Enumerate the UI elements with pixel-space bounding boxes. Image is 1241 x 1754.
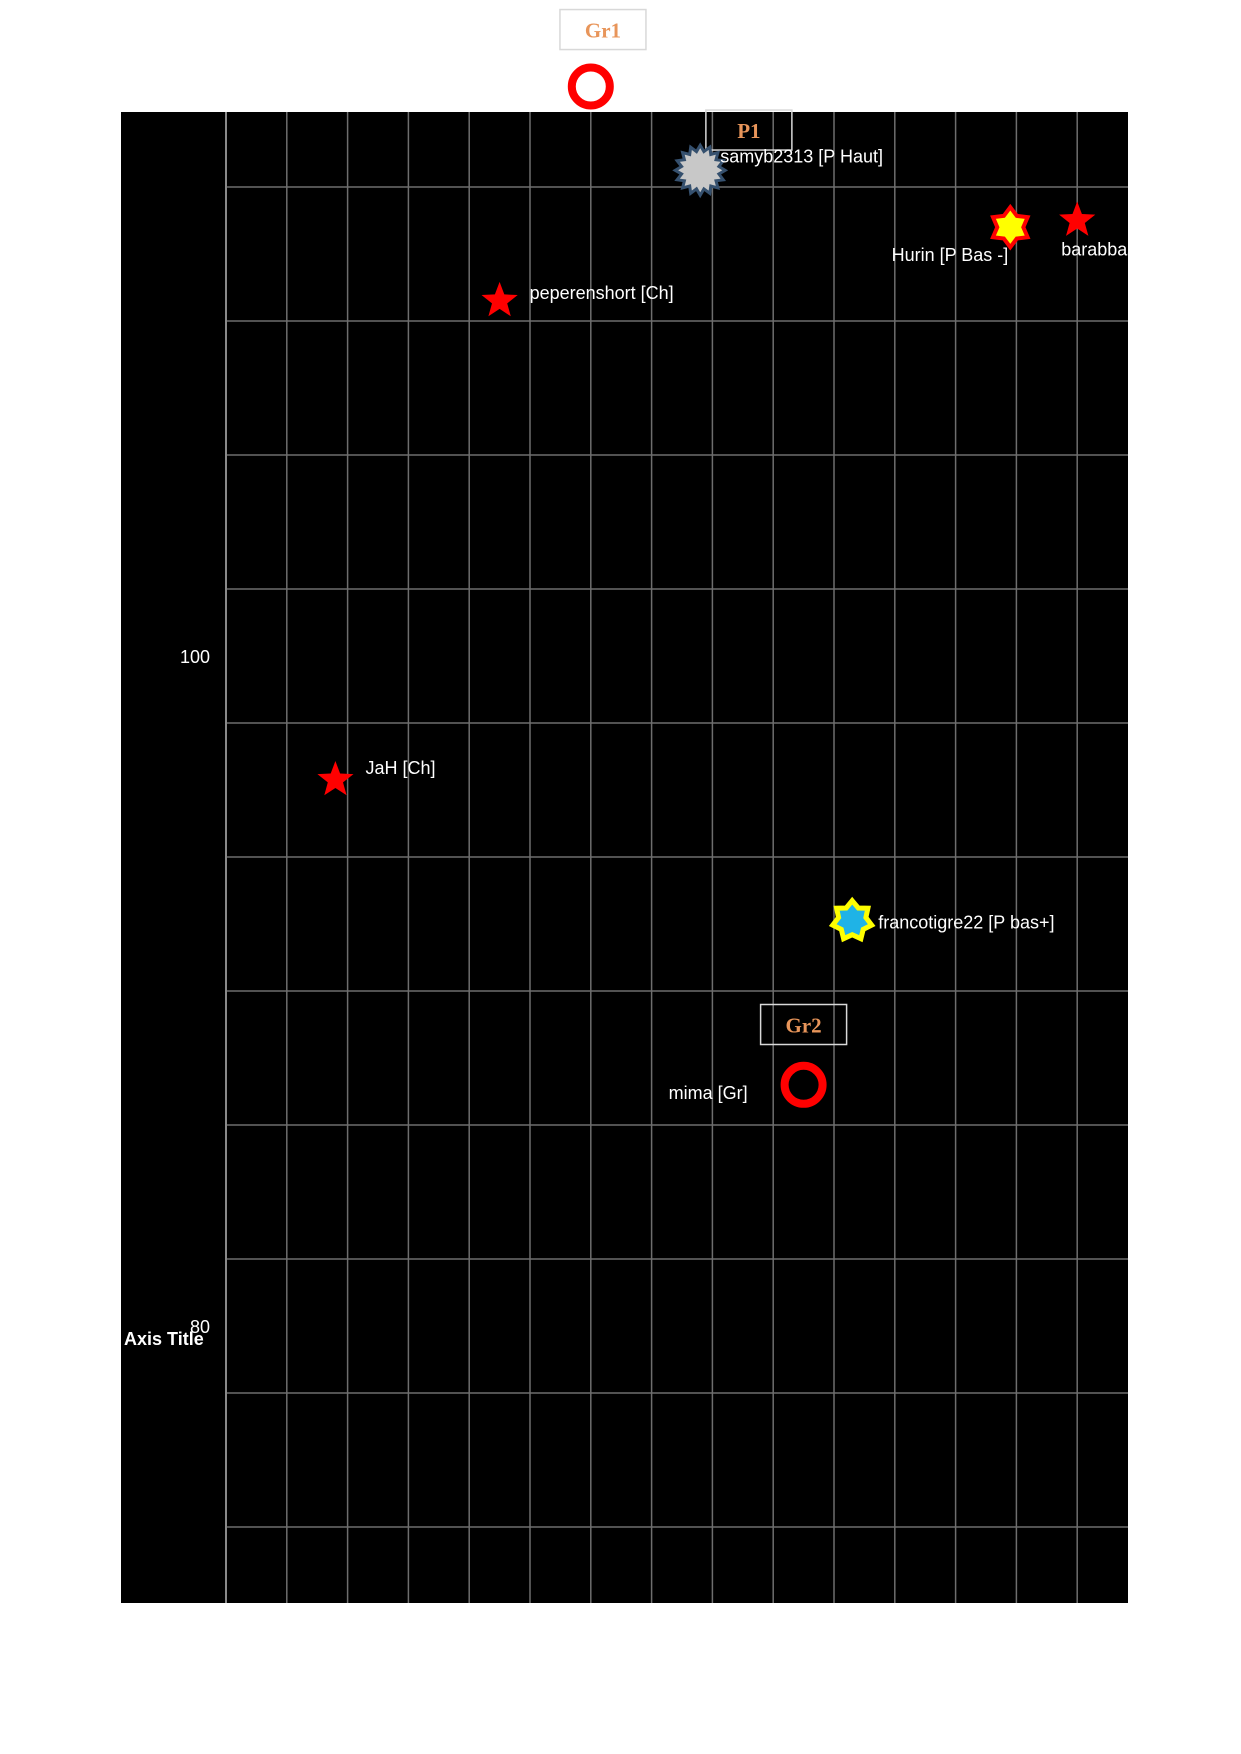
point-label: kashim [Gr] [620, 78, 713, 99]
point-label: Hurin [P Bas -] [891, 245, 1009, 266]
y-tick-label: 100 [179, 647, 210, 667]
point-label: barabbas [C [1061, 239, 1160, 260]
point-label: JaH [Ch] [365, 757, 436, 778]
y-axis-title: Axis Title [124, 1329, 204, 1349]
point-label: samyb2313 [P Haut] [720, 146, 884, 167]
point-label: peperenshort [Ch] [529, 282, 674, 303]
group-label: Gr2 [785, 1013, 822, 1038]
group-label: P1 [737, 119, 761, 144]
point-label: francotigre22 [P bas+] [878, 912, 1055, 933]
point-label: mima [Gr] [668, 1082, 748, 1103]
red-ring-marker [572, 68, 610, 106]
grey-starburst-marker [675, 145, 725, 195]
group-label: Gr1 [584, 18, 622, 43]
y-tick-label: 80 [189, 1317, 210, 1337]
